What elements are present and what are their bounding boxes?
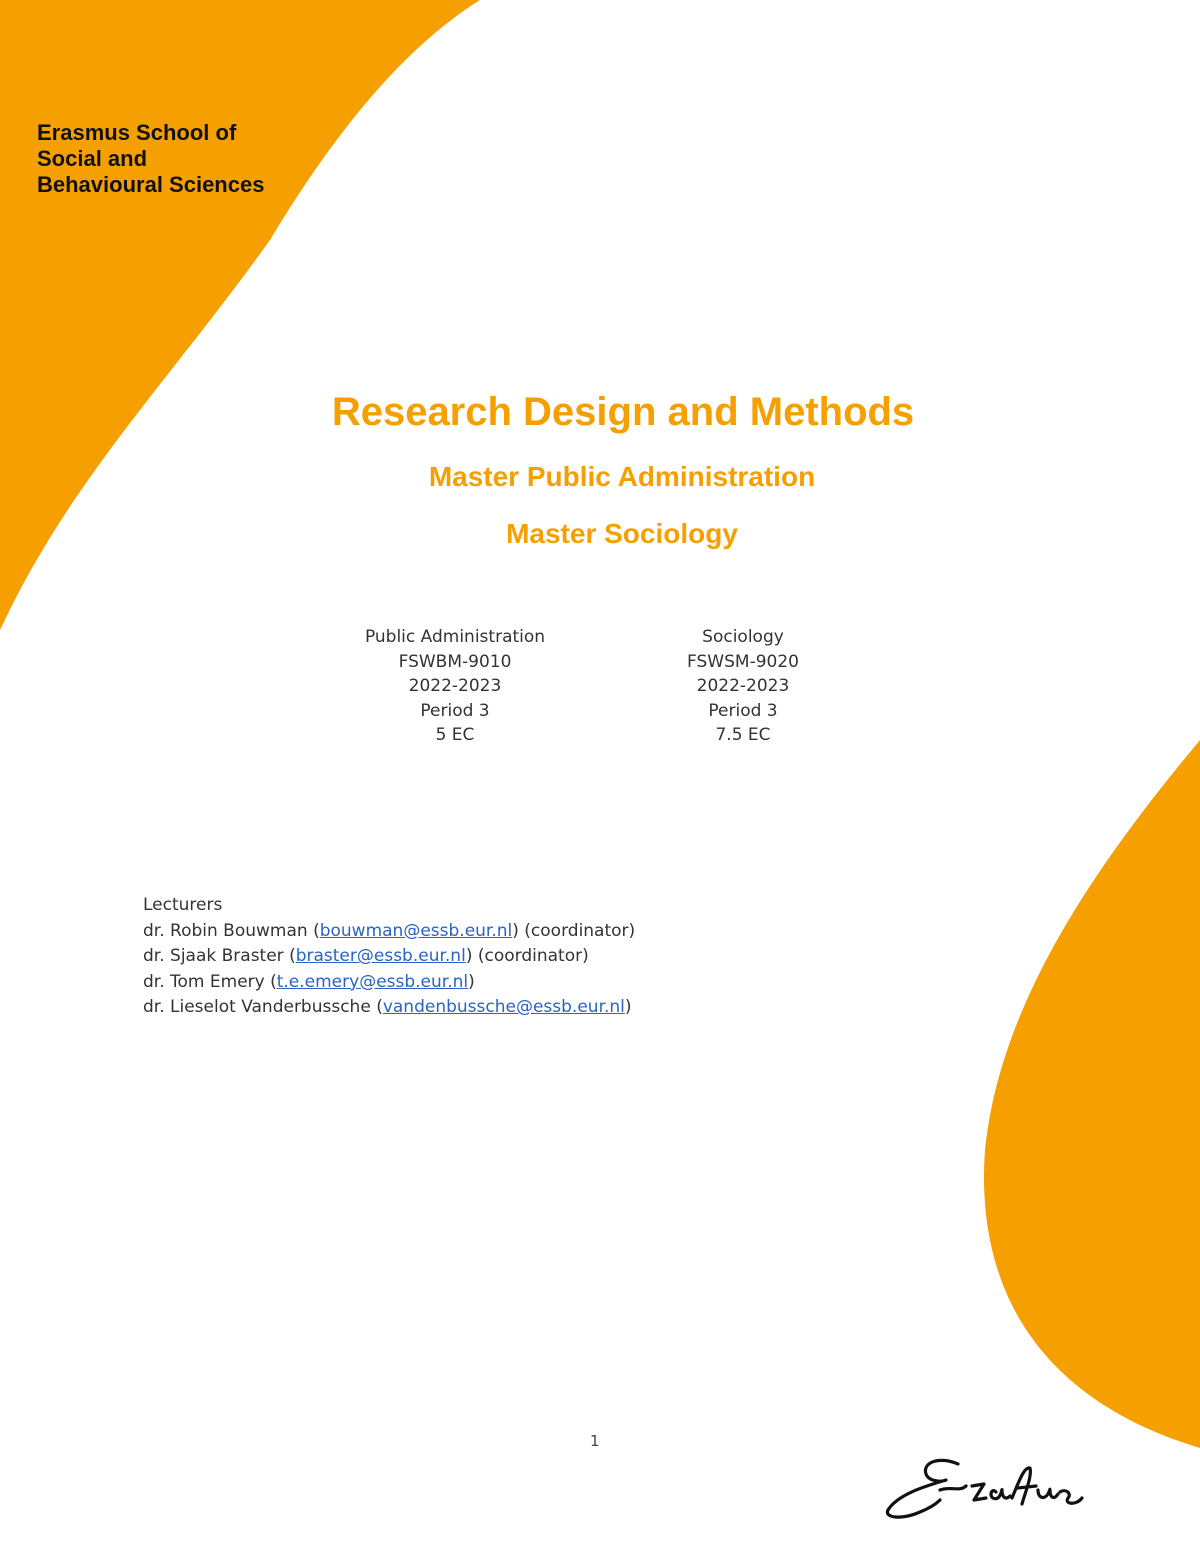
institution-line-1: Erasmus School of	[37, 120, 237, 145]
lecturer-item	[143, 944, 635, 970]
course-program: Sociology	[702, 627, 784, 647]
institution-line-3: Behavioural Sciences	[37, 172, 265, 197]
lecturers-section	[143, 893, 635, 1021]
course-code: FSWSM-9020	[687, 651, 799, 672]
course-program: Public Administration	[364, 627, 546, 647]
course-period: Period 3	[708, 700, 778, 721]
lecturer-email-link[interactable]: t.e.emery@essb.eur.nl	[276, 971, 469, 992]
lecturers-heading: Lecturers	[143, 895, 223, 915]
course-code: FSWBM-9010	[398, 651, 512, 672]
course-info-sociology	[640, 625, 846, 748]
document-subtitle-sociology: Master Sociology	[506, 518, 738, 549]
course-info-public-administration	[340, 625, 570, 748]
lecturer-role: ) (coordinator)	[465, 946, 589, 966]
course-year: 2022-2023	[408, 676, 502, 696]
lecturer-email-link[interactable]: bouwman@essb.eur.nl	[319, 920, 513, 941]
lecturer-role: )	[468, 971, 475, 992]
lecturer-name: dr. Tom Emery (	[143, 971, 277, 992]
lecturer-item	[143, 919, 635, 945]
lecturer-item	[143, 995, 635, 1021]
course-credits: 5 EC	[435, 725, 475, 745]
lecturer-name: dr. Sjaak Braster (	[143, 946, 296, 966]
lecturer-role: ) (coordinator)	[512, 920, 636, 941]
document-title: Research Design and Methods	[331, 390, 915, 434]
lecturer-item	[143, 970, 635, 996]
lecturer-email-link[interactable]: braster@essb.eur.nl	[295, 946, 466, 966]
institution-line-2: Social and	[37, 146, 148, 171]
lecturer-role: )	[624, 997, 632, 1017]
page-number: 1	[590, 1432, 600, 1450]
lecturer-name: dr. Robin Bouwman (	[143, 920, 320, 941]
erasmus-signature-icon	[880, 1450, 1090, 1525]
lecturer-email-link[interactable]: vandenbussche@essb.eur.nl	[382, 997, 625, 1017]
course-period: Period 3	[420, 700, 490, 721]
lecturer-name: dr. Lieselot Vanderbussche (	[143, 997, 383, 1017]
course-credits: 7.5 EC	[715, 725, 771, 745]
course-year: 2022-2023	[696, 676, 790, 696]
orange-bottom-right-shape	[984, 740, 1200, 1448]
document-subtitle-public-administration: Master Public Administration	[428, 461, 816, 492]
institution-name	[37, 120, 264, 198]
